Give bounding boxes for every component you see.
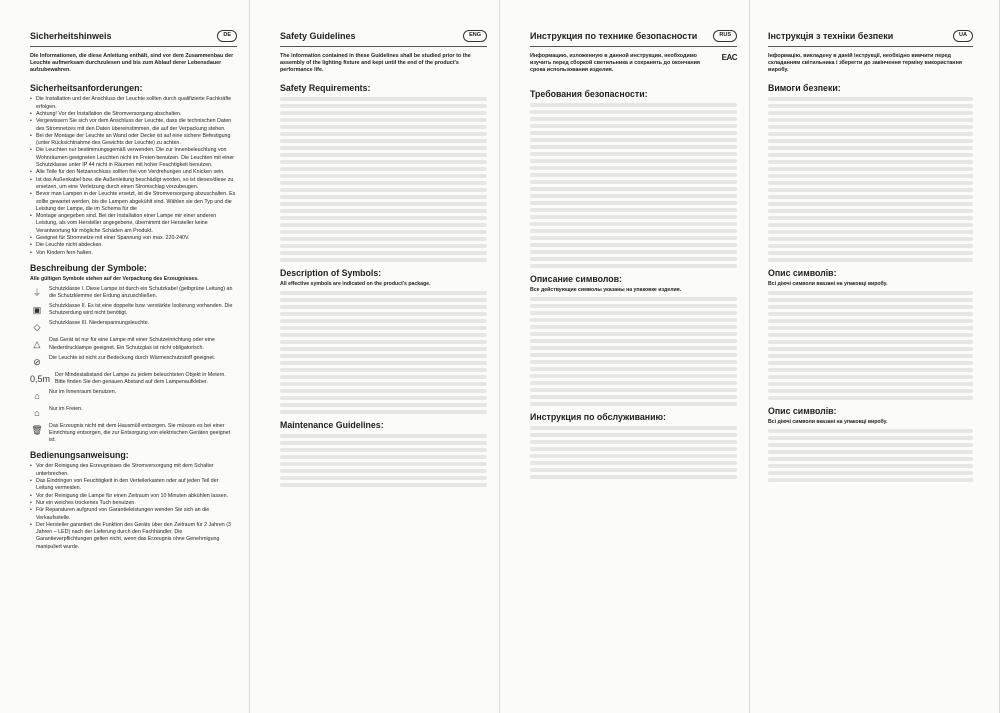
- protection-class-2-icon: ▣: [32, 305, 42, 316]
- maintenance-title-en: Maintenance Guidelines:: [280, 420, 384, 431]
- symbol-row: [30, 303, 237, 317]
- symbols-repeat-note-ua: Всі діючі символи вказані на упаковці виробу.: [768, 419, 888, 426]
- maintenance-placeholder-ua: [768, 429, 973, 482]
- symbol-text: Schutzklasse II. Es ist eine doppelte bzw. verstärkte Isolierung vorhanden. Die Schutzerdung wird nicht benötigt.: [49, 303, 233, 317]
- requirement-item: • Bevor man Lampen in der Leuchte ersetzt, ist die Stromversorgung abzuschalten. Es sollte gewartet werden, bis die Lampen abgekühlt sind. Wählen sie den Typ und die Leistung der Lampe, die im Schema für die: [30, 191, 237, 213]
- requirements-title-ru: Требования безопасности:: [530, 89, 648, 100]
- symbol-row: [30, 423, 237, 444]
- operation-item: • Für Reparaturen aufgrund von Garantieleistungen wenden Sie sich an die Verkaufsstelle.: [30, 507, 237, 522]
- symbol-text: Schutzklasse I. Diese Lampe ist durch ein Schutzkabel (gelbgrüne Leitung) an die Schutzklemme der Erdung anzuschließen.: [49, 285, 233, 300]
- operations-list-de: [30, 463, 237, 551]
- symbols-title-en: Description of Symbols:: [280, 268, 382, 279]
- intro-ru: Информацию, изложенную в данной инструкции, необходимо изучить перед сборкой светильника и сохранять до окончания срока использования изделия.: [530, 52, 701, 74]
- symbol-text: Das Erzeugnis nicht mit dem Hausmüll entsorgen. Sie müssen es bei einer Einrichtung entsorgen, die zur Entsorgung von elektrischen Geräten geeignet ist.: [49, 423, 231, 444]
- protection-class-1-icon: ⏚: [32, 287, 42, 298]
- column-ua: [750, 0, 1000, 713]
- maintenance-placeholder-ru: [530, 426, 737, 479]
- symbols-title-ua: Опис символів:: [768, 268, 837, 279]
- requirements-list-de: [30, 96, 237, 257]
- symbols-placeholder-en: [280, 291, 487, 414]
- protection-class-3-icon: ◇: [33, 322, 41, 333]
- title-ru: Инструкция по технике безопасности: [530, 30, 698, 41]
- title-de: Sicherheitshinweis: [30, 30, 112, 41]
- requirements-placeholder-en: [280, 97, 487, 262]
- lang-badge-de: DE: [217, 30, 237, 42]
- no-cover-icon: ⊘: [33, 356, 41, 367]
- header-en: [280, 30, 487, 42]
- requirement-item: • Die Leuchte nicht abdecken.: [30, 242, 237, 249]
- requirements-placeholder-ua: [768, 97, 973, 262]
- symbols-note-ua: Всі діючі символи вказані на упаковці виробу.: [768, 281, 888, 288]
- symbol-row: [30, 406, 237, 420]
- divider: [530, 46, 737, 47]
- intro-en: The information contained in these Guidelines shall be studied prior to the assembly of the lighting fixture and kept until the end of the product's performance life.: [280, 52, 471, 74]
- divider: [30, 46, 237, 47]
- maintenance-placeholder-en: [280, 434, 487, 487]
- symbols-note-en: All effective symbols are indicated on the product's package.: [280, 281, 431, 288]
- symbols-placeholder-ua: [768, 291, 973, 400]
- requirements-title-de: Sicherheitsanforderungen:: [30, 83, 143, 94]
- symbol-text: Das Gerät ist nur für eine Lampe mit einer Schutzeinrichtung oder eine Niederdrucklampe geeignet. Ein Schutzglas ist nicht obligatorisch.: [49, 337, 215, 351]
- operations-title-de: Bedienungsanweisung:: [30, 450, 129, 461]
- requirements-placeholder-ru: [530, 103, 737, 268]
- requirement-item: • Die Leuchten nur bestimmungsgemäß verwenden. Die zur Innenbeleuchtung von Wohnräumen geeigneten Leuchten nicht im Freien benutzen. Die Leuchten mit einer Schutzklasse unter IP 44 nicht in Räumen mit hoher Feuchtigkeit benutzen.: [30, 147, 237, 169]
- symbol-text: Nur im Innenraum benutzen.: [49, 389, 117, 396]
- symbol-text: Nur im Freien.: [49, 406, 83, 413]
- title-en: Safety Guidelines: [280, 30, 356, 41]
- requirements-title-en: Safety Requirements:: [280, 83, 371, 94]
- column-de: [0, 0, 250, 713]
- header-ua: [768, 30, 973, 42]
- operation-item: • Vor der Reinigung die Lampe für einen Zeitraum von 10 Minuten abkühlen lassen.: [30, 493, 237, 500]
- outdoor-house-icon: ⌂: [34, 407, 40, 418]
- intro-ua: Інформацію, викладену в даній інструкції, необхідно вивчити перед складанням світильника і зберегти до закінчення терміну використання виробу.: [768, 52, 962, 74]
- maintenance-title-ru: Инструкция по обслуживанию:: [530, 412, 666, 423]
- eac-mark-icon: EAC: [721, 52, 737, 62]
- symbols-note-de: Alle gültigen Symbole stehen auf der Verpackung des Erzeugnisses.: [30, 275, 199, 282]
- weee-bin-icon: 🗑: [31, 424, 43, 435]
- operation-item: • Das Eindringen von Feuchtigkeit in den Verteilerkasten oder auf jeden Teil der Leitung vermeiden.: [30, 478, 237, 493]
- symbols-note-ru: Все действующие символы указаны на упаковке изделия.: [530, 287, 682, 294]
- requirement-item: • Alle Teile für den Netzanschluss sollten frei von Verdrehungen und Knicken sein.: [30, 169, 237, 176]
- lang-badge-ua: UA: [953, 30, 973, 42]
- column-ru: [500, 0, 750, 713]
- symbols-placeholder-ru: [530, 297, 737, 406]
- symbol-text: Schutzklasse III. Niederspannungsleuchte.: [49, 320, 150, 327]
- requirement-item: • Geeignet für Stromnetze mit einer Spannung von max. 220-240V.: [30, 235, 237, 242]
- operation-item: • Nur ein weiches trockenes Tuch benutzen.: [30, 500, 237, 507]
- symbol-text: Die Leuchte ist nicht zur Bedeckung durch Wärmeschutzstoff geeignet.: [49, 354, 216, 361]
- divider: [768, 46, 973, 47]
- symbol-row: [30, 320, 237, 334]
- requirement-item: • Die Installation und der Anschluss der Leuchte sollten durch qualifizierte Fachkräfte erfolgen.: [30, 96, 237, 111]
- operation-item: • Vor der Reinigung des Erzeugnisses die Stromversorgung mit dem Schalter unterbrechen.: [30, 463, 237, 478]
- requirement-item: • Von Kindern fern halten.: [30, 250, 237, 257]
- lang-badge-en: ENG: [463, 30, 487, 42]
- requirement-item: • Vergewissern Sie sich vor dem Anschluss der Leuchte, dass die technischen Daten des Stromnetzes mit den Daten übereinstimmen, die auf der Verpackung stehen.: [30, 118, 237, 133]
- symbols-repeat-title-ua: Опис символів:: [768, 406, 837, 417]
- requirement-item: • Bei der Montage der Leuchte an Wand oder Decke ist auf eine sichere Befestigung (unter Rücksichtnahme des Gewichts der Leuchte) zu achten.: [30, 133, 237, 148]
- symbol-row: [30, 355, 237, 369]
- minimum-distance-icon: 0,5m: [30, 373, 51, 384]
- lang-badge-ru: RUS: [713, 30, 737, 42]
- symbol-row: [30, 286, 237, 300]
- symbol-row: [30, 389, 237, 403]
- lamp-protection-icon: △: [33, 339, 41, 350]
- requirement-item: • Ist das Außenkabel bzw. die Außenleitung beschädigt worden, so ist dieses/diese zu ersetzen, um eine Verletzung durch einen Stromschlag vorzubeugen.: [30, 177, 237, 192]
- title-ua: Інструкція з техніки безпеки: [768, 30, 894, 41]
- column-en: [250, 0, 500, 713]
- requirements-title-ua: Вимоги безпеки:: [768, 83, 841, 94]
- divider: [280, 46, 487, 47]
- requirement-item: • Montage angegeben sind. Bei der Installation einer Lampe mir einer anderen Leistung, als vom Hersteller angegebene, übernimmt der Hersteller keine Verantwortung für mögliche Schäden am Produkt.: [30, 213, 237, 235]
- symbol-row: [30, 337, 237, 351]
- indoor-house-icon: ⌂: [34, 390, 40, 401]
- requirement-item: • Achtung! Vor der Installation die Stromversorgung abschalten.: [30, 111, 237, 118]
- symbols-title-de: Beschreibung der Symbole:: [30, 262, 147, 273]
- intro-row-ru: [530, 53, 737, 84]
- symbol-text: Der Mindestabstand der Lampe zu jedem beleuchteten Objekt in Metern. Bitte finden Sie den genauen Abstand auf dem Lampenaufkleber.: [55, 371, 226, 385]
- symbol-row: [30, 372, 237, 386]
- operation-item: • Der Hersteller garantiert die Funktion des Geräts über den Zeitraum für 2 Jahren (3 Jahren – LED) nach der Lieferung durch den Fachhändler. Die Garantieverpflichtungen gelten nicht, wenn das Erzeugnis ohne Genehmigung manipuliert wurde.: [30, 522, 237, 551]
- symbols-title-ru: Описание символов:: [530, 274, 622, 285]
- header-de: [30, 30, 237, 42]
- header-ru: [530, 30, 737, 42]
- intro-de: Die Informationen, die diese Anleitung enthält, sind vor dem Zusammenbau der Leuchte aufmerksam durchzulesen und bis zum Ablauf derer Lebensdauer aufzubewahren.: [30, 52, 234, 74]
